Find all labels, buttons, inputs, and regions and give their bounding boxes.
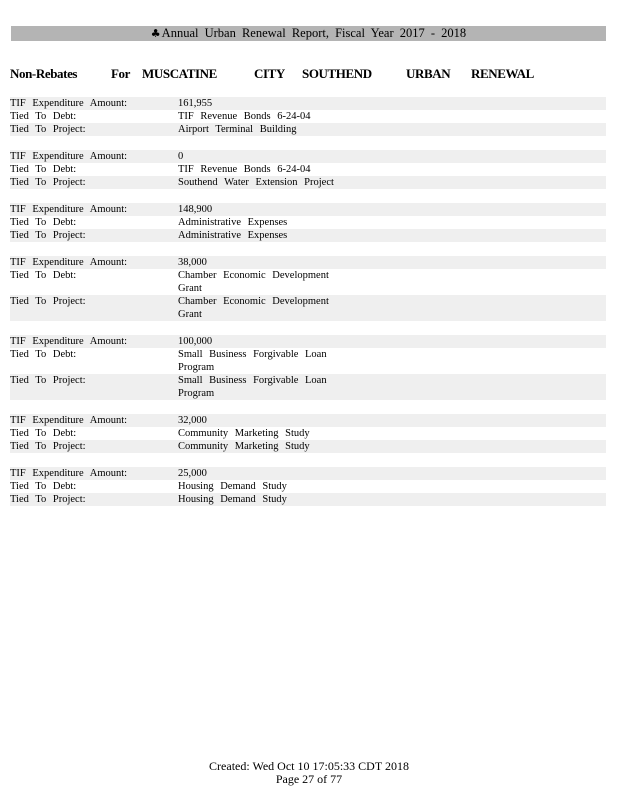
heading-for: For [111, 66, 131, 81]
tied-to-debt-row [10, 427, 606, 440]
heading-renewal: RENEWAL [471, 66, 534, 81]
expenditure-amount-value: 100,000 [178, 336, 213, 347]
club-icon: ♣ [150, 27, 161, 40]
tied-to-project-label: Tied To Project: [10, 296, 86, 307]
tied-to-project-label: Tied To Project: [10, 441, 86, 452]
expenditure-amount-value: 0 [178, 151, 184, 162]
expenditure-amount-value: 32,000 [178, 415, 207, 426]
expenditure-amount-value: 25,000 [178, 468, 207, 479]
tied-to-project-value: Housing Demand Study [178, 494, 287, 505]
expenditure-amount-row [10, 203, 606, 216]
expenditure-record [10, 335, 606, 400]
tied-to-project-row [10, 229, 606, 242]
heading-city-name: MUSCATINE [142, 66, 217, 81]
expenditure-amount-label: TIF Expenditure Amount: [10, 98, 128, 109]
tied-to-debt-label: Tied To Debt: [10, 111, 77, 122]
expenditure-amount-label: TIF Expenditure Amount: [10, 468, 128, 479]
tied-to-debt-row [10, 480, 606, 493]
tied-to-debt-value: Community Marketing Study [178, 428, 310, 439]
expenditure-amount-value: 148,900 [178, 204, 213, 215]
expenditure-amount-label: TIF Expenditure Amount: [10, 336, 128, 347]
tied-to-project-value: Airport Terminal Building [178, 124, 297, 135]
tied-to-project-value: Administrative Expenses [178, 230, 288, 241]
expenditure-record [10, 203, 606, 242]
section-heading [0, 66, 618, 84]
tied-to-debt-value: TIF Revenue Bonds 6-24-04 [178, 111, 311, 122]
tied-to-project-row [10, 374, 606, 400]
tied-to-debt-row [10, 110, 606, 123]
tied-to-debt-label: Tied To Debt: [10, 164, 77, 175]
tied-to-debt-row [10, 348, 606, 374]
tied-to-project-row [10, 123, 606, 136]
expenditure-record [10, 256, 606, 321]
tied-to-debt-label: Tied To Debt: [10, 270, 77, 281]
tied-to-debt-value: Housing Demand Study [178, 481, 287, 492]
tied-to-project-row [10, 176, 606, 189]
tied-to-debt-label: Tied To Debt: [10, 349, 77, 360]
tied-to-project-value: Small Business Forgivable Loan Program [178, 375, 327, 399]
tied-to-debt-value: Chamber Economic Development Grant [178, 270, 329, 294]
report-header-title: Annual Urban Renewal Report, Fiscal Year 2017 - 2018 [161, 26, 467, 40]
heading-city: CITY [254, 66, 285, 81]
expenditure-amount-value: 161,955 [178, 98, 213, 109]
heading-urban: URBAN [406, 66, 451, 81]
tied-to-project-label: Tied To Project: [10, 177, 86, 188]
expenditure-records [10, 97, 606, 520]
footer-page-number: Page 27 of 77 [275, 772, 343, 786]
tied-to-project-label: Tied To Project: [10, 124, 86, 135]
tied-to-project-label: Tied To Project: [10, 375, 86, 386]
expenditure-amount-row [10, 467, 606, 480]
tied-to-debt-row [10, 163, 606, 176]
expenditure-amount-label: TIF Expenditure Amount: [10, 151, 128, 162]
tied-to-project-row [10, 493, 606, 506]
expenditure-amount-value: 38,000 [178, 257, 207, 268]
expenditure-amount-row [10, 256, 606, 269]
tied-to-debt-row [10, 216, 606, 229]
heading-southend: SOUTHEND [302, 66, 372, 81]
tied-to-project-value: Southend Water Extension Project [178, 177, 334, 188]
tied-to-debt-label: Tied To Debt: [10, 481, 77, 492]
tied-to-project-label: Tied To Project: [10, 494, 86, 505]
tied-to-debt-value: TIF Revenue Bonds 6-24-04 [178, 164, 311, 175]
tied-to-project-value: Community Marketing Study [178, 441, 310, 452]
expenditure-amount-label: TIF Expenditure Amount: [10, 415, 128, 426]
footer-created: Created: Wed Oct 10 17:05:33 CDT 2018 [209, 759, 409, 773]
tied-to-project-label: Tied To Project: [10, 230, 86, 241]
expenditure-amount-row [10, 335, 606, 348]
expenditure-amount-row [10, 414, 606, 427]
tied-to-debt-value: Administrative Expenses [178, 217, 288, 228]
tied-to-project-row [10, 440, 606, 453]
tied-to-project-row [10, 295, 606, 321]
expenditure-amount-label: TIF Expenditure Amount: [10, 257, 128, 268]
tied-to-debt-label: Tied To Debt: [10, 428, 77, 439]
expenditure-record [10, 414, 606, 453]
tied-to-debt-label: Tied To Debt: [10, 217, 77, 228]
tied-to-project-value: Chamber Economic Development Grant [178, 296, 329, 320]
expenditure-record [10, 150, 606, 189]
report-header-bar [11, 26, 606, 41]
heading-non-rebates: Non-Rebates [10, 66, 78, 81]
tied-to-debt-row [10, 269, 606, 295]
expenditure-record [10, 467, 606, 506]
expenditure-amount-row [10, 150, 606, 163]
expenditure-record [10, 97, 606, 136]
tied-to-debt-value: Small Business Forgivable Loan Program [178, 349, 327, 373]
expenditure-amount-row [10, 97, 606, 110]
expenditure-amount-label: TIF Expenditure Amount: [10, 204, 128, 215]
